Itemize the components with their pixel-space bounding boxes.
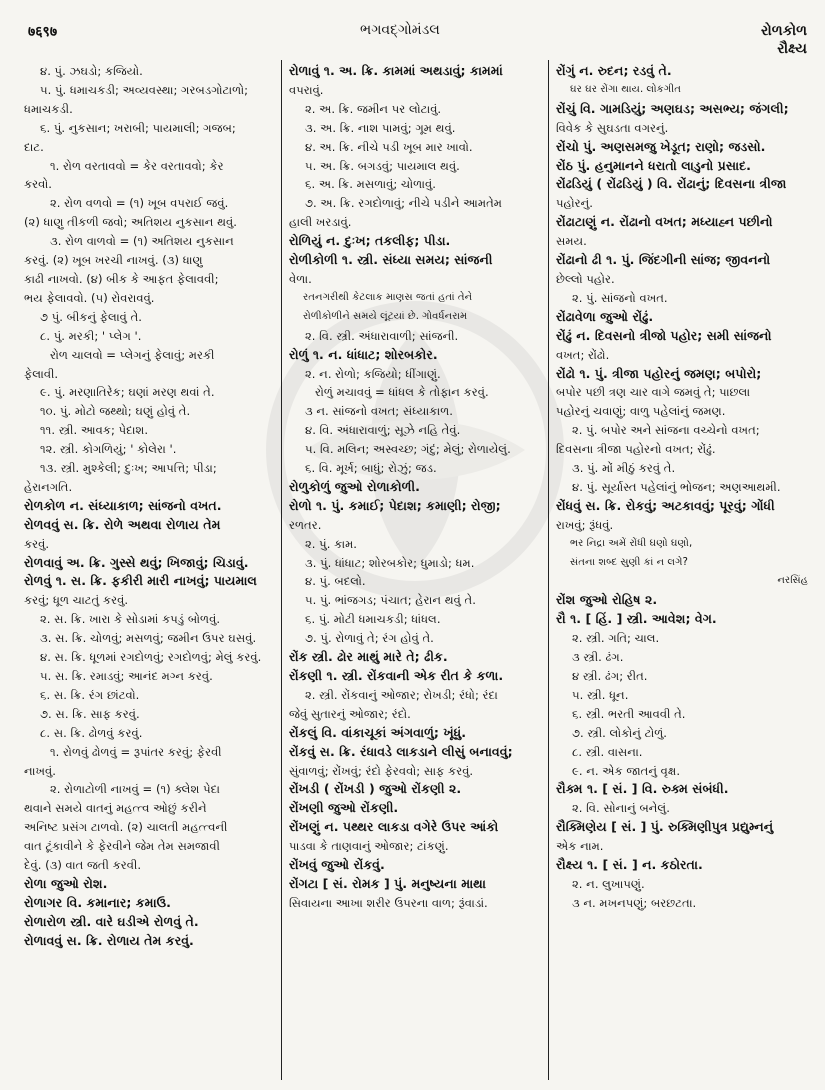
dictionary-text-line: થવાને સમયે વાતનું મહત્ત્વ ઓછું કરીને <box>24 801 207 816</box>
dictionary-text-line: પહોરનું ચવાણું; વાળુ પહેલાંનું જમણ. <box>556 404 726 419</box>
dictionary-text-line: ૨. પું. બપોર અને સાંજના વચ્ચેનો વખત; <box>572 423 760 438</box>
dictionary-text-line: ભર નિદ્રા અમેં રોંધી ઘણો ઘણો, <box>570 537 693 549</box>
dictionary-headword-line: રોંધવું સ. ક્રિ. રોકવું; અટકાવવું; પૂરવું; ગોંધી <box>556 497 775 513</box>
column-divider <box>281 60 282 1080</box>
dictionary-text-line: પાડવા કે તાણવાનું ઓજાર; ટાંકણું. <box>289 839 449 854</box>
dictionary-text-line: ૭. પું. રોળાવું તે; રંગ હોવું તે. <box>305 631 434 646</box>
dictionary-headword-line: રોળાવું ૧. અ. ક્રિ. કામમાં અથડાવું; કામમાં <box>289 63 503 78</box>
dictionary-text-line: નાખવું. <box>24 763 56 778</box>
dictionary-text-line: ૧. રોળ વરતાવવો = કેર વરતાવવો; કેર <box>50 158 224 173</box>
dictionary-text-line: અનિષ્ટ પ્રસંગ ટાળવો. (૨) ચાલતી મહત્ત્વની <box>24 820 228 835</box>
dictionary-headword-line: રોંઢાનો ઢી ૧. પું. જિંદગીની સાંજ; જીવનનો <box>556 252 771 268</box>
dictionary-text-line: જેવું સુતારનું ઓજાર; રંદો. <box>289 706 411 721</box>
dictionary-text-line: વપરાવું. <box>289 82 324 97</box>
dictionary-text-line: ૧૨. સ્ત્રી. કોગળિયું; ' કોલેરા '. <box>40 442 177 457</box>
dictionary-text-line: ૫. સ્ત્રી. ધૂન. <box>572 687 629 702</box>
dictionary-headword-line: રોંઢાટાણું ન. રોંઢાનો વખત; મધ્યાહ્ન પછીનો <box>556 214 773 230</box>
dictionary-text-line: વાત ટૂંકાવીને કે ફેરવીને જેમ તેમ સમજાવી <box>24 839 220 854</box>
column-3 <box>556 62 808 1077</box>
dictionary-headword-line: રોંગટા [ સં. રોમક ] પું. મનુષ્યના માથા <box>289 875 486 891</box>
dictionary-headword-line: રોંકવું સ. ક્રિ. રંધાવડે લાકડાને લીસું બનાવવું; <box>289 743 513 759</box>
dictionary-headword-line: રોંઠ પું. હનુમાનને ધરાતો લાડુનો પ્રસાદ. <box>556 157 751 173</box>
dictionary-text-line: ૪. વિ. અંધારાવાળું; સૂઝે નહિ તેવું. <box>305 423 461 438</box>
dictionary-text-line: રોળ ચાલવો = પ્લેગનું ફેલાવું; મરકી <box>50 347 215 362</box>
dictionary-text-line: દેવું. (૩) વાત જતી કરવી. <box>24 858 142 873</box>
guide-word-top: રોળકોળ <box>761 23 807 39</box>
dictionary-text-line: એક નામ. <box>556 839 604 854</box>
dictionary-text-line: રાખવું; રૂંધવું. <box>556 517 614 532</box>
dictionary-text-line: ૪. પું. ઝઘડો; કજિયો. <box>40 64 143 78</box>
dictionary-text-line: ૨. વિ. સોનાનું બનેલું. <box>572 801 670 816</box>
dictionary-text-line: ૨. ન. રોળો; કજિયો; ધીંગાણું. <box>305 366 441 381</box>
dictionary-text-line: ૭. સ. ક્રિ. સાફ કરવું. <box>40 706 140 721</box>
dictionary-text-line: ૩. સ. ક્રિ. ચોળવું; મસળવું; જમીન ઉપર ઘસવું. <box>40 631 257 646</box>
dictionary-headword-line: રોળુકોળું જુઓ રોળાકોળી. <box>289 478 420 494</box>
dictionary-text-line: ૫. પું. ભાંજગડ; પંચાત; હેરાન થવું તે. <box>305 593 476 608</box>
dictionary-headword-line: રોંક સ્ત્રી. ઢોર માથું મારે તે; ઢીક. <box>289 649 448 665</box>
dictionary-text-line: ૩ ન. સાંજનો વખત; સંધ્યાકાળ. <box>305 404 453 419</box>
dictionary-headword-line: રોંખણું ન. પથ્થર લાકડા વગેરે ઉપર આંકો <box>289 819 499 835</box>
dictionary-headword-line: રોળવું ૧. સ. ક્રિ. ફકીરી મારી નાખવું; પાયમાલ <box>24 573 257 589</box>
dictionary-text-line: ૨. રોળાટોળી નાખવું = (૧) ક્લેશ પેદા <box>50 782 220 797</box>
page-number: ७६९७ <box>28 24 58 40</box>
dictionary-text-line: સંતના શબ્દ સુણી કાં ન લગે? <box>570 556 688 568</box>
dictionary-text-line: ૬. અ. ક્રિ. મસળાવું; ચોળાવું. <box>305 177 436 192</box>
dictionary-text-line: કરવો. <box>24 177 52 192</box>
dictionary-text-line: ૪. પું. સૂર્યાસ્ત પહેલાંનું ભોજન; અણઆથમી. <box>572 479 781 494</box>
dictionary-text-line: ૨. સ. ક્રિ. ખારા કે સોડામાં કપડું બોળવું. <box>40 612 221 627</box>
dictionary-text-line: કરવું. (૨) ખૂબ ખરચી નાખવું. (૩) ધાણુ <box>24 253 203 268</box>
dictionary-text-line: ૨. પું. સાંજનો વખત. <box>572 290 668 305</box>
dictionary-headword-line: રોંચો પું. અણસમજુ ખેડૂત; રાણો; જડસો. <box>556 138 766 154</box>
dictionary-text-line: ૮. સ્ત્રી. વાસના. <box>572 744 643 759</box>
dictionary-text-line: ૫. સ. ક્રિ. રમાડવું; આનંદ મગ્ન કરવું. <box>40 669 213 683</box>
dictionary-text-line: સિવાયના આખા શરીર ઉપરના વાળ; રૂંવાડાં. <box>289 895 488 910</box>
dictionary-headword-line: રોંઢો ૧. પું. ત્રીજા પહોરનું જમણ; બપોરો; <box>556 365 762 381</box>
guide-word-bottom: રૌક્ષ્ય <box>777 41 807 57</box>
dictionary-text-line: ૧૩. સ્ત્રી. મુશ્કેલી; દુઃખ; આપત્તિ; પીડા; <box>40 461 217 476</box>
dictionary-headword-line: રોળવવું સ. ક્રિ. રોળે અથવા રોળાય તેમ <box>24 516 221 532</box>
dictionary-text-line: ૧. રોળવું ઢોળવું = રૂપાંતર કરવું; ફેરવી <box>50 744 222 759</box>
dictionary-text-line: ફેલાવી. <box>24 366 59 381</box>
dictionary-text-line: ૬. પું. મોટી ધમાચકડી; ધાંધલ. <box>305 612 441 627</box>
dictionary-text-line: કાઢી નાખવો. (૪) બીક કે આફત ફેલાવવી; <box>24 271 219 286</box>
dictionary-headword-line: રોંઢું ન. દિવસનો ત્રીજો પહોર; સમી સાંજનો <box>556 327 772 343</box>
column-1 <box>24 62 272 1077</box>
dictionary-text-line: ધમાચકડી. <box>24 101 73 116</box>
dictionary-text-line: હેરાનગતિ. <box>24 479 73 494</box>
dictionary-text-line: ૬. સ્ત્રી. ભરતી આવવી તે. <box>572 706 686 721</box>
dictionary-headword-line: રોળવાવું અ. ક્રિ. ગુસ્સે થવું; ખિજાવું; ચિડાવું. <box>24 554 249 570</box>
dictionary-text-line: ૪. સ. ક્રિ. ધૂળમાં રગદોળવું; રગદોળવું; મેલું કરવું. <box>40 650 262 665</box>
dictionary-headword-line: રોળા જુઓ રોશ. <box>24 875 108 891</box>
dictionary-text-line: ૪. પું. બદલો. <box>305 574 366 589</box>
dictionary-headword-line: રોંઢડિયું ( રોંઢડિયું ) વિ. રોંઢાનું; દિવસના ત્રીજા <box>556 176 787 192</box>
dictionary-headword-line: રૌક્ષ્ય ૧. [ સં. ] ન. કઠોરતા. <box>556 857 703 873</box>
dictionary-text-line: ૩ સ્ત્રી. ઢંગ. <box>572 650 624 665</box>
dictionary-text-line: કરવું; ધૂળ ચાટતું કરવું. <box>24 593 129 608</box>
dictionary-text-line: ૯. પું. મરણાતિરેક; ઘણાં મરણ થવાં તે. <box>40 385 215 400</box>
dictionary-text-line: ભય ફેલાવવો. (૫) રોવરાવવું. <box>24 290 155 305</box>
dictionary-text-line: સમય. <box>556 234 587 249</box>
dictionary-headword-line: રૌક્મિણેય [ સં. ] પું. રુક્મિણીપુત્ર પ્રદ્યુમ્નનું <box>556 819 774 835</box>
dictionary-text-line: ૪. અ. ક્રિ. નીચે પડી ખૂબ માર ખાવો. <box>305 139 473 154</box>
dictionary-headword-line: રોળારોળ સ્ત્રી. વારે ઘડીએ રોળવું તે. <box>24 913 199 929</box>
dictionary-headword-line: રોંકણી ૧. સ્ત્રી. રોંકવાની એક રીત કે કળા. <box>289 668 504 683</box>
dictionary-headword-line: રોળકોળ ન. સંધ્યાકાળ; સાંજનો વખત. <box>24 497 222 513</box>
dictionary-headword-line: રોંકલું વિ. વાંકાચૂકાં અંગવાળું; ખૂંધું. <box>289 724 467 740</box>
dictionary-text-line: રોળું મચાવવું = ધાંધલ કે તોફાન કરવું. <box>315 385 489 400</box>
dictionary-headword-line: રોંઢાવેળા જુઓ રોંઢું. <box>556 308 654 324</box>
dictionary-text-line: ૫. વિ. મલિન; અસ્વચ્છ; ગંદું; મેલું; રોળાયેલું. <box>305 442 511 457</box>
dictionary-headword-line: રોંશ જુઓ રોહિષ ૨. <box>556 592 658 608</box>
guide-words <box>761 22 807 58</box>
dictionary-text-line: દિવસના ત્રીજા પહોરનો વખત; રોંઢું. <box>556 442 716 457</box>
dictionary-headword-line: રોંખડી ( રોંખડી ) જુઓ રોંકણી ૨. <box>289 781 462 797</box>
dictionary-text-line: ૫. અ. ક્રિ. બગડવું; પાયમાલ થવું. <box>305 158 460 173</box>
dictionary-headword-line: રોંખણી જુઓ રોંકણી. <box>289 800 399 816</box>
dictionary-text-line: રતનગરીથી કેટલાક માણસ જતાં હતાં તેને <box>303 291 473 303</box>
dictionary-text-line: ૨. વિ. સ્ત્રી. અંધારાવાળી; સાંજની. <box>305 328 459 343</box>
dictionary-text-line: ઘર ઘર રોંગા થાય. લોકગીત <box>570 83 681 95</box>
dictionary-text-line: છેલ્લો પહોર. <box>556 271 615 286</box>
dictionary-text-line: ૬. વિ. મૂર્ખ; બાધું; રોઝું; જડ. <box>305 461 437 476</box>
dictionary-text-line: ૨. પું. કામ. <box>305 536 357 551</box>
dictionary-text-line: ૨. અ. ક્રિ. જમીન પર લોટાવું. <box>305 101 442 116</box>
dictionary-text-line: (૨) ધાણુ તીકળી જવો; અતિશય નુકસાન થવું. <box>24 215 237 230</box>
dictionary-headword-line: રોળું ૧. ન. ધાંધાટ; શોરબકોર. <box>289 346 438 362</box>
dictionary-text-line: ૪ સ્ત્રી. ઢંગ; રીત. <box>572 669 648 683</box>
dictionary-headword-line: રોંખવું જુઓ રોંકવું. <box>289 857 385 873</box>
column-2 <box>289 62 541 1077</box>
dictionary-text-line: ૭. અ. ક્રિ. રગદોળાવું; નીચે પડીને આમતેમ <box>305 196 502 211</box>
dictionary-headword-line: રોળીકોળી ૧. સ્ત્રી. સંધ્યા સમય; સાંજની <box>289 252 493 268</box>
dictionary-text-line: રળતર. <box>289 517 322 532</box>
dictionary-text-line: ૫. પું. ધમાચકડી; અવ્યવસ્થા; ગરબડગોટાળો; <box>40 82 248 97</box>
dictionary-text-line: ૬. પું. નુકસાન; ખરાબી; પાયમાલી; ગજબ; <box>40 120 236 135</box>
column-divider <box>548 60 549 1080</box>
dictionary-text-line: વખત; રોંઢો. <box>556 347 610 362</box>
dictionary-text-line: સુંવાળવું; રોંખવું; રંદો ફેરવવો; સાફ કરવું. <box>289 763 474 778</box>
dictionary-text-line: પહોરનું. <box>556 196 593 211</box>
dictionary-text-line: ૯. ન. એક જાતનું વૃક્ષ. <box>572 763 681 778</box>
dictionary-text-line: વેળા. <box>289 271 312 286</box>
dictionary-text-line: ૧૧. સ્ત્રી. આવક; પેદાશ. <box>40 423 149 438</box>
dictionary-text-line: ૩. અ. ક્રિ. નાશ પામવું; ગૂમ થવું. <box>305 120 456 135</box>
dictionary-text-line: બપોર પછી ત્રણ ચાર વાગે જમવું તે; પાછલા <box>556 385 751 400</box>
dictionary-text-line: ૨. રોળ વળવો = (૧) ખૂબ વપરાઈ જવું. <box>50 196 229 211</box>
dictionary-text-line: ૩. પું. ધાંધાટ; શોરબકોર; ધુમાડો; ધમ. <box>305 555 475 570</box>
dictionary-text-line: ૬. સ. ક્રિ. રંગ છાંટવો. <box>40 687 140 702</box>
dictionary-text-line: ૨. ન. લુખાપણું. <box>572 876 645 891</box>
dictionary-text-line: ૭. સ્ત્રી. લોકોનું ટોળું. <box>572 725 667 740</box>
dictionary-text-line: ૩. રોળ વાળવો = (૧) અતિશય નુકસાન <box>50 234 234 249</box>
dictionary-text-line: નરસિંહ <box>777 575 808 587</box>
dictionary-text-line: ૩. પું. મોં મીઠું કરવું તે. <box>572 461 676 476</box>
dictionary-text-line: ૨. સ્ત્રી. રોંકવાનું ઓજાર; રોખડી; રંધો; રંદા <box>305 687 498 702</box>
dictionary-text-line: ૩ ન. મખનપણું; બરછટતા. <box>572 895 697 910</box>
dictionary-text-line: કરવું. <box>24 536 50 551</box>
dictionary-text-line: વિવેક કે સુઘડતા વગરનું. <box>556 120 669 135</box>
dictionary-text-line: ૧૦. પું. મોટો જથ્થો; ઘણું હોવું તે. <box>40 404 191 419</box>
dictionary-text-line: ૭ પું. બીકનું ફેલાવું તે. <box>40 309 142 324</box>
dictionary-text-line: દાટ. <box>24 139 44 154</box>
dictionary-headword-line: રોળાગર વિ. કમાનાર; કમાઉ. <box>24 894 171 910</box>
dictionary-text-line: ૨. સ્ત્રી. ગતિ; ચાલ. <box>572 631 660 646</box>
dictionary-text-line: ૮. સ. ક્રિ. ઢોળવું કરવું. <box>40 725 143 740</box>
dictionary-headword-line: રૌક્મ ૧. [ સં. ] વિ. રુક્મ સંબંધી. <box>556 781 729 797</box>
dictionary-headword-line: રોંચું વિ. ગામડિયું; અણઘડ; અસભ્ય; જંગલી; <box>556 100 789 116</box>
dictionary-text-line: રોળીકોળીને સમયે લૂંટયાં છે. ગોવર્ધનરામ <box>303 310 468 322</box>
page-title: ભગવદ્ગોમંડલ <box>360 22 440 38</box>
dictionary-headword-line: રોળાવવું સ. ક્રિ. રોળાય તેમ કરવું. <box>24 932 194 948</box>
dictionary-text-line: હાલી ખરડાવું. <box>289 215 352 230</box>
dictionary-headword-line: રૌ ૧. [ હિં. ] સ્ત્રી. આવેશ; વેગ. <box>556 611 717 627</box>
dictionary-headword-line: રોંગું ન. રુદન; રડવું તે. <box>556 63 672 78</box>
dictionary-headword-line: રોળો ૧. પું. કમાઈ; પેદાશ; કમાણી; રોજી; <box>289 497 501 513</box>
dictionary-text-line: ૮. પું. મરકી; ' પ્લેગ '. <box>40 328 142 343</box>
dictionary-headword-line: રોળિયું ન. દુઃખ; તકલીફ; પીડા. <box>289 233 451 249</box>
